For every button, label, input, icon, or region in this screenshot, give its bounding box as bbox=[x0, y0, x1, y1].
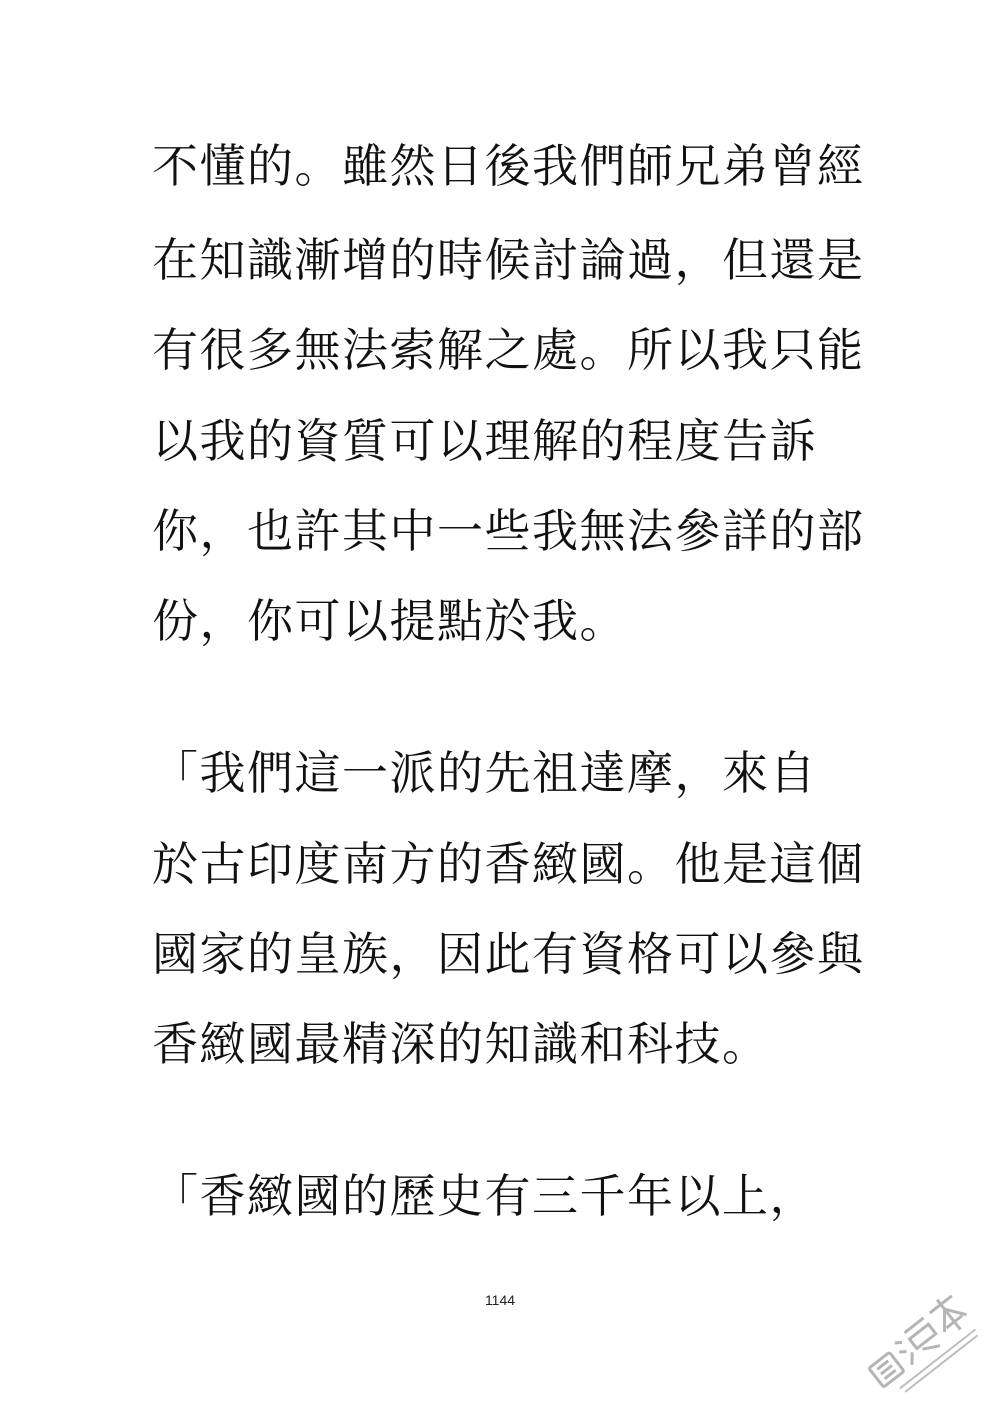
paragraph-2-line-2: 於古印度南方的香緻國。他是這個 bbox=[152, 837, 865, 891]
paragraph-1-line-1: 不懂的。雖然日後我們師兄弟曾經 bbox=[152, 139, 865, 193]
paragraph-1-line-2: 在知識漸增的時候討論過，但還是 bbox=[152, 233, 865, 287]
paragraph-2-line-3: 國家的皇族，因此有資格可以參與 bbox=[152, 927, 865, 981]
page-number: 1144 bbox=[484, 1292, 516, 1308]
paragraph-1-line-5: 你，也許其中一些我無法參詳的部 bbox=[152, 504, 865, 558]
paragraph-1-line-4: 以我的資質可以理解的程度告訴 bbox=[152, 414, 817, 468]
paragraph-3-line-1: 「香緻國的歷史有三千年以上， bbox=[152, 1169, 817, 1223]
paragraph-1-line-6: 份，你可以提點於我。 bbox=[152, 594, 627, 648]
paragraph-2-line-1: 「我們這一派的先祖達摩，來自 bbox=[152, 746, 817, 800]
manben-logo-icon bbox=[858, 1290, 988, 1400]
paragraph-2-line-4: 香緻國最精深的知識和科技。 bbox=[152, 1017, 770, 1071]
paragraph-1-line-3: 有很多無法索解之處。所以我只能 bbox=[152, 323, 865, 377]
